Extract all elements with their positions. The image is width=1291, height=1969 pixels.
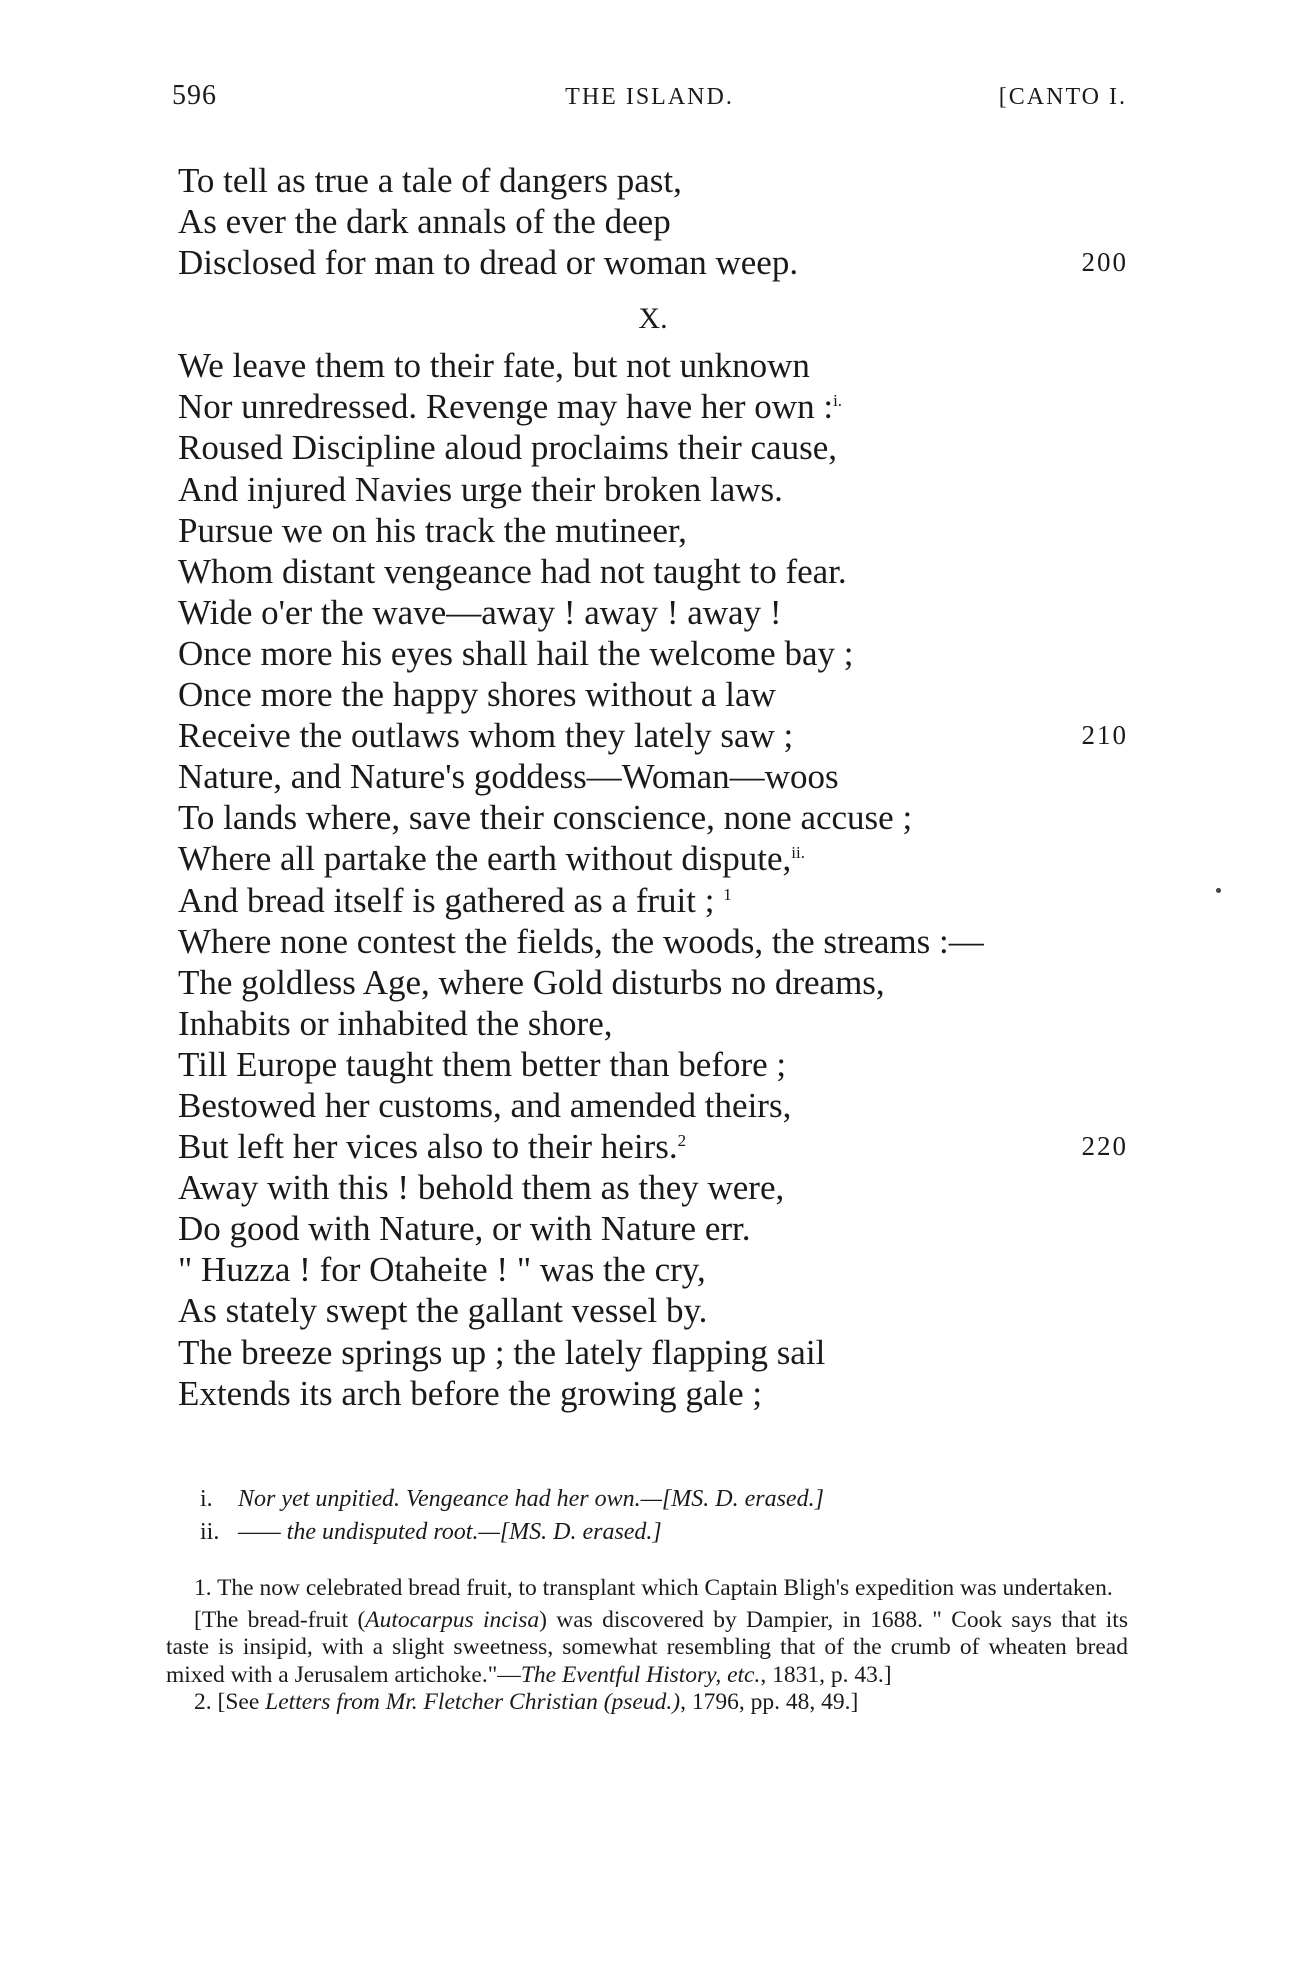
section-heading: X. [638,302,668,336]
poem-line: Once more the happy shores without a law [178,675,776,715]
variant-reading: ii. —— the undisputed root.—[MS. D. erased.] [200,1519,662,1545]
poem-line: And bread itself is gathered as a fruit ; $^1$ [178,880,732,920]
footnote-marker: 1 [723,884,732,904]
line-number: 220 [1081,1131,1128,1162]
poem-line: But left her vices also to their heirs.$^2$ 220 [178,1127,1128,1167]
poem-line: As ever the dark annals of the deep [178,202,671,242]
poem-line: Nor unredressed. Revenge may have her own :$^{i.}$ [178,387,843,427]
poem-line: " Huzza ! for Otaheite ! " was the cry, [178,1250,706,1290]
poem-body [178,160,1128,1414]
poem-line: Away with this ! behold them as they were, [178,1168,785,1208]
footnote-1-editorial: [The bread-fruit (Autocarpus incisa) was discovered by Dampier, in 1688. " Cook says that its taste is insipid, with a slight sweetness, somewhat resembling that of the crumb of wheaten bread mixed with a Jerusalem artichoke."—The Eventful History, etc., 1831, p. 43.] [166,1606,1128,1688]
poem-line: As stately swept the gallant vessel by. [178,1291,708,1331]
poem-line: Do good with Nature, or with Nature err. [178,1209,751,1249]
poem-line: Once more his eyes shall hail the welcome bay ; [178,633,854,673]
poem-line: Pursue we on his track the mutineer, [178,510,687,550]
footnotes [166,1575,1128,1717]
line-number: 210 [1081,720,1128,751]
poem-line: To lands where, save their conscience, none accuse ; [178,798,913,838]
poem-line: Where all partake the earth without dispute,$^{ii.}$ [178,839,805,879]
poem-line: Till Europe taught them better than before ; [178,1044,787,1084]
poem-line: And injured Navies urge their broken laws. [178,469,783,509]
footnote-2: 2. [See Letters from Mr. Fletcher Christian (pseud.), 1796, pp. 48, 49.] [194,1689,859,1715]
poem-line: Extends its arch before the growing gale ; [178,1373,763,1413]
poem-line: To tell as true a tale of dangers past, [178,161,682,200]
poem-line: Nature, and Nature's goddess—Woman—woos [178,757,839,797]
canto-label: [CANTO I. [998,84,1127,110]
variant-marker: i. [833,391,843,411]
running-title: THE ISLAND. [565,84,734,110]
variant-marker: ii. [791,843,805,863]
poem-line: We leave them to their fate, but not unknown [178,346,810,386]
poem-line: Where none contest the fields, the woods, the streams :— [178,921,984,961]
variant-readings [200,1483,1130,1549]
poem-line: Whom distant vengeance had not taught to fear. [178,551,847,591]
page-header [172,80,1127,124]
poem-line: Wide o'er the wave—away ! away ! away ! [178,592,782,632]
line-number: 200 [1081,247,1128,278]
poem-line: The goldless Age, where Gold disturbs no dreams, [178,962,885,1002]
poem-line: Receive the outlaws whom they lately saw ; 210 [178,716,1128,756]
margin-mark [1216,888,1221,893]
poem-line: The breeze springs up ; the lately flapping sail [178,1332,826,1372]
poem-line: Bestowed her customs, and amended theirs, [178,1085,792,1125]
page-number: 596 [172,80,217,111]
poem-line: Inhabits or inhabited the shore, [178,1003,613,1043]
footnote-1: 1. The now celebrated bread fruit, to transplant which Captain Bligh's expedition was undertaken. [194,1575,1113,1601]
poem-line: Disclosed for man to dread or woman weep. 200 [178,243,1128,283]
variant-reading: i. Nor yet unpitied. Vengeance had her own.—[MS. D. erased.] [200,1486,824,1512]
footnote-marker: 2 [677,1131,687,1151]
poem-line: Roused Discipline aloud proclaims their cause, [178,428,838,468]
